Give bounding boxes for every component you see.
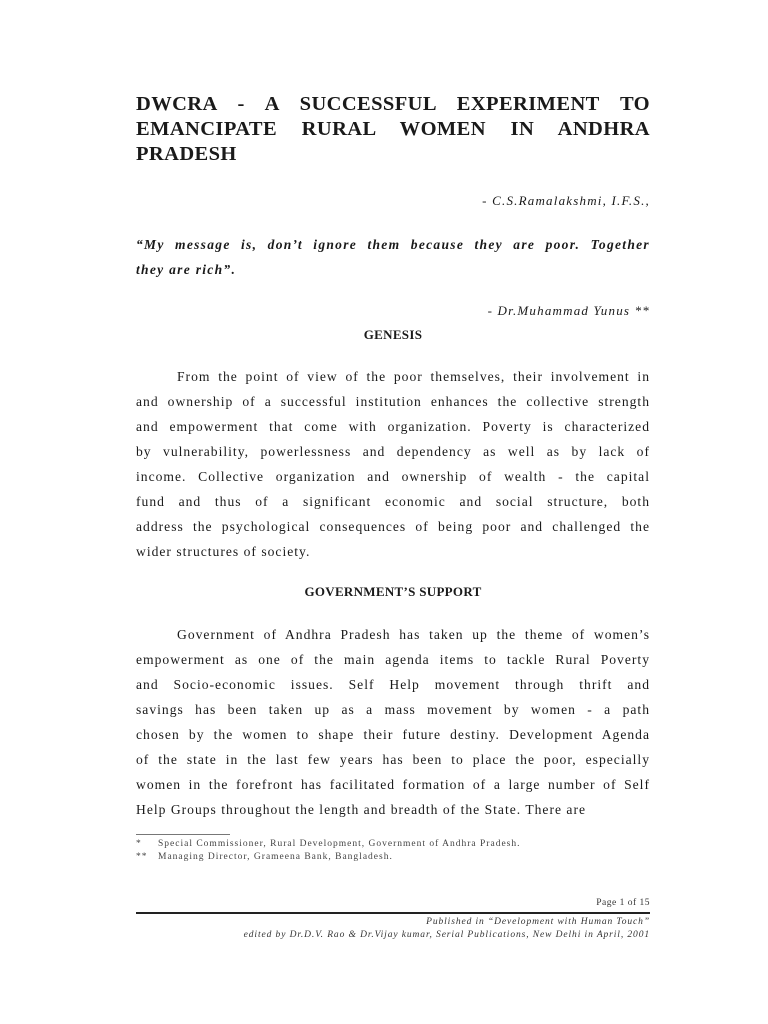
publication-note [244,916,650,942]
paragraph-line: women in the forefront has facilitated formation of a large number of Self [136,777,650,792]
paragraph-line: wider structures of society. [136,544,311,559]
document-title [136,92,650,167]
footnote-marker: * [136,839,142,849]
paragraph-line: savings has been taken up as a mass movement by women - a path [136,702,650,717]
title-line: EMANCIPATE RURAL WOMEN IN ANDHRA [136,118,650,140]
paragraph-line: Government of Andhra Pradesh has taken up the theme of women’s [177,627,650,642]
title-line: PRADESH [136,143,237,165]
paragraph-governments-support [136,622,650,822]
paragraph-line: fund and thus of a significant economic and social structure, both [136,494,650,509]
footnote-divider [136,834,230,835]
paragraph-line: address the psychological consequences of being poor and challenged the [136,519,650,534]
paragraph-line: chosen by the women to shape their future destiny. Development Agenda [136,727,650,742]
footer-divider [136,912,650,914]
footnote-text: Special Commissioner, Rural Development, Government of Andhra Pradesh. [158,839,521,849]
title-line: DWCRA - A SUCCESSFUL EXPERIMENT TO [136,93,650,115]
paragraph-line: empowerment as one of the main agenda items to tackle Rural Poverty [136,652,650,667]
paragraph-line: income. Collective organization and ownership of wealth - the capital [136,469,650,484]
paragraph-line: and ownership of a successful institution enhances the collective strength [136,394,650,409]
author-byline: - C.S.Ramalakshmi, I.F.S., [482,193,650,208]
quote-line: “My message is, don’t ignore them because they are poor. Together [136,237,650,252]
footnote-marker: ** [136,852,148,862]
paragraph-line: From the point of view of the poor themselves, their involvement in [177,369,650,384]
quote-attribution: - Dr.Muhammad Yunus ** [487,303,650,318]
paragraph-line: and empowerment that come with organization. Poverty is characterized [136,419,650,434]
paragraph-genesis [136,364,650,564]
footnote [136,851,650,864]
section-heading-governments-support: GOVERNMENT’S SUPPORT [304,584,482,599]
quote-line: they are rich”. [136,262,237,277]
paragraph-line: of the state in the last few years has been to place the poor, especially [136,752,650,767]
publication-line: edited by Dr.D.V. Rao & Dr.Vijay kumar, Serial Publications, New Delhi in April, 2001 [243,930,650,940]
section-heading-genesis: GENESIS [363,327,423,342]
footnote [136,838,650,851]
epigraph-quote [136,232,650,282]
publication-line: Published in “Development with Human Touch” [426,917,650,927]
page-number: Page 1 of 15 [596,898,650,908]
paragraph-line: and Socio-economic issues. Self Help movement through thrift and [136,677,650,692]
paragraph-line: by vulnerability, powerlessness and dependency as well as by lack of [136,444,650,459]
footnote-text: Managing Director, Grameena Bank, Bangladesh. [158,852,393,862]
paragraph-line: Help Groups throughout the length and breadth of the State. There are [136,802,587,817]
footnotes [136,838,650,864]
